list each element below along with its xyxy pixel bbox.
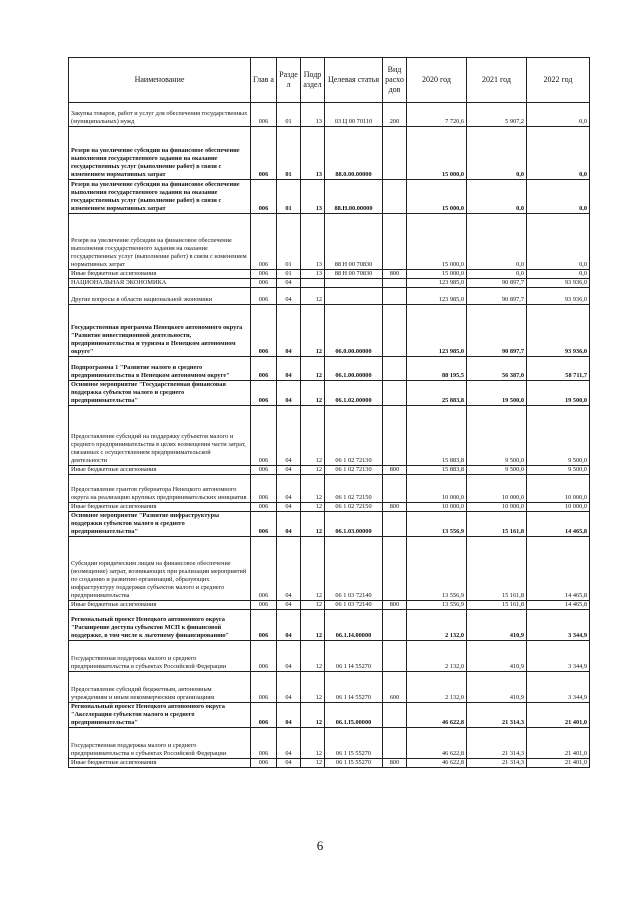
row-2022: 93 936,0 [527,279,590,288]
row-2020: 25 883,8 [407,381,467,406]
row-target: 06 1 02 72150 [325,475,383,503]
table-row [69,357,590,381]
row-2021: 9 500,0 [467,466,527,475]
row-name: Государственная программа Ненецкого автономного округа "Развитие инвестиционной деятельности, предпринимательства и туризма в Ненецком автономном округе" [69,305,251,357]
row-vid: 800 [383,759,407,768]
row-glava: 006 [251,610,277,641]
table-row [69,466,590,475]
table-row [69,103,590,127]
row-2020: 2 132,0 [407,672,467,703]
row-name: Региональный проект Ненецкого автономного округа "Расширение доступа субъектов МСП к финансовой поддержке, в том числе к льготному финансированию" [69,610,251,641]
row-2020: 13 556,9 [407,512,467,537]
table-row [69,601,590,610]
row-razdel: 04 [277,759,301,768]
row-2022: 0,0 [527,127,590,180]
row-razdel: 04 [277,305,301,357]
row-vid [383,406,407,466]
row-razdel: 04 [277,381,301,406]
row-glava: 006 [251,127,277,180]
table-row [69,610,590,641]
row-2021: 0,0 [467,270,527,279]
row-glava: 006 [251,279,277,288]
row-podrazdel: 12 [301,381,325,406]
row-name: Резерв на увеличение субсидии на финансовое обеспечение выполнения государственного задания на оказание государственных услуг (выполнение работ) в связи с изменением нормативных затрат [69,127,251,180]
row-name: Подпрограмма 1 "Развитие малого и среднего предпринимательства в Ненецком автономном округе" [69,357,251,381]
row-vid [383,279,407,288]
row-glava: 006 [251,759,277,768]
row-target: 88 Н 00 70830 [325,214,383,270]
row-glava: 006 [251,672,277,703]
row-2022: 19 500,0 [527,381,590,406]
row-name: Иные бюджетные ассигнования [69,601,251,610]
row-podrazdel: 12 [301,357,325,381]
row-name: Закупка товаров, работ и услуг для обеспечения государственных (муниципальных) нужд [69,103,251,127]
row-razdel: 04 [277,466,301,475]
row-2021: 410,9 [467,672,527,703]
row-2020: 46 622,8 [407,703,467,728]
row-razdel: 01 [277,270,301,279]
row-name: Государственная поддержка малого и среднего предпринимательства в субъектах Российской Федерации [69,641,251,672]
row-vid: 800 [383,503,407,512]
row-razdel: 04 [277,728,301,759]
row-podrazdel: 12 [301,288,325,305]
row-vid [383,357,407,381]
row-podrazdel: 12 [301,305,325,357]
table-row [69,512,590,537]
row-glava: 006 [251,512,277,537]
row-podrazdel: 12 [301,601,325,610]
row-razdel: 04 [277,288,301,305]
row-name: Иные бюджетные ассигнования [69,503,251,512]
row-podrazdel: 13 [301,214,325,270]
table-row [69,214,590,270]
row-2022: 93 936,0 [527,288,590,305]
table-row [69,381,590,406]
row-target: 06.0.00.00000 [325,305,383,357]
row-glava: 006 [251,214,277,270]
row-2020: 2 132,0 [407,641,467,672]
row-2020: 15 883,8 [407,466,467,475]
row-vid: 800 [383,466,407,475]
row-glava: 006 [251,641,277,672]
row-vid [383,127,407,180]
row-2022: 14 465,8 [527,601,590,610]
row-razdel: 04 [277,641,301,672]
row-2021: 0,0 [467,214,527,270]
row-razdel: 01 [277,103,301,127]
table-row [69,728,590,759]
row-2021: 5 907,2 [467,103,527,127]
table-row [69,305,590,357]
row-razdel: 01 [277,180,301,214]
row-podrazdel: 12 [301,759,325,768]
row-target: 06 1 02 72130 [325,466,383,475]
row-target: 06 1 02 72130 [325,406,383,466]
row-razdel: 04 [277,610,301,641]
row-glava: 006 [251,503,277,512]
row-2020: 13 556,9 [407,601,467,610]
row-target: 06.1.I5.00000 [325,703,383,728]
row-2020: 15 000,0 [407,127,467,180]
row-vid [383,305,407,357]
row-name: Предоставление грантов губернатора Ненецкого автономного округа на реализацию крупных предпринимательских инициатив [69,475,251,503]
row-name: Предоставление субсидий на поддержку субъектов малого и среднего предпринимательства в целях возмещения части затрат, связанных с осуществлением предпринимательской деятельности [69,406,251,466]
row-razdel: 04 [277,601,301,610]
row-name: Другие вопросы в области национальной экономики [69,288,251,305]
row-name: Иные бюджетные ассигнования [69,466,251,475]
row-2022: 9 500,0 [527,406,590,466]
row-2021: 15 161,8 [467,537,527,601]
table-row [69,279,590,288]
row-target: 06 1 I5 55270 [325,759,383,768]
row-2022: 3 344,9 [527,672,590,703]
row-podrazdel: 12 [301,475,325,503]
row-razdel: 01 [277,214,301,270]
row-podrazdel: 12 [301,512,325,537]
row-target: 88.0.00.00000 [325,127,383,180]
row-vid: 800 [383,270,407,279]
row-2021: 19 500,0 [467,381,527,406]
row-glava: 006 [251,475,277,503]
row-razdel: 04 [277,279,301,288]
row-name: Субсидии юридическим лицам на финансовое обеспечение (возмещение) затрат, возникающих при реализации мероприятий по созданию и развитию организаций, образующих инфраструктуру поддержки субъектов малого и среднего предпринимательства [69,537,251,601]
row-vid [383,641,407,672]
row-2020: 123 985,0 [407,279,467,288]
row-2020: 46 622,8 [407,759,467,768]
row-2021: 15 161,8 [467,601,527,610]
row-podrazdel: 12 [301,610,325,641]
row-vid [383,537,407,601]
row-target: 06.1.02.00000 [325,381,383,406]
row-podrazdel: 12 [301,641,325,672]
row-2021: 90 897,7 [467,288,527,305]
row-2020: 10 000,0 [407,475,467,503]
row-glava: 006 [251,381,277,406]
row-2022: 21 401,0 [527,728,590,759]
row-target: 06 1 I4 55270 [325,641,383,672]
budget-table [68,57,590,768]
row-2020: 15 883,8 [407,406,467,466]
header-name: Наименование [69,58,251,103]
row-2021: 0,0 [467,180,527,214]
row-glava: 006 [251,703,277,728]
row-2021: 9 500,0 [467,406,527,466]
row-vid [383,703,407,728]
table-row [69,641,590,672]
row-target [325,288,383,305]
row-2022: 14 465,8 [527,512,590,537]
row-podrazdel: 12 [301,466,325,475]
row-2020: 15 000,0 [407,270,467,279]
table-row [69,406,590,466]
row-vid [383,512,407,537]
row-target: 88 Н 00 70830 [325,270,383,279]
row-name: Иные бюджетные ассигнования [69,270,251,279]
row-glava: 006 [251,288,277,305]
row-glava: 006 [251,103,277,127]
row-glava: 006 [251,406,277,466]
row-vid [383,610,407,641]
table-row [69,180,590,214]
row-2020: 15 000,0 [407,180,467,214]
row-podrazdel: 12 [301,672,325,703]
page-number: 6 [316,838,324,853]
row-2020: 88 195,5 [407,357,467,381]
row-glava: 006 [251,357,277,381]
row-razdel: 04 [277,475,301,503]
row-glava: 006 [251,537,277,601]
row-2021: 410,9 [467,610,527,641]
row-2021: 410,9 [467,641,527,672]
row-vid: 600 [383,672,407,703]
row-name: Резерв на увеличение субсидии на финансовое обеспечение выполнения государственного задания на оказание государственных услуг (выполнение работ) в связи с изменением нормативных затрат [69,180,251,214]
header-target: Целевая статья [325,58,383,103]
row-name: Предоставление субсидий бюджетным, автономным учреждениям и иным некоммерческим организациям [69,672,251,703]
row-2021: 21 314,3 [467,759,527,768]
row-target: 06 1 02 72150 [325,503,383,512]
row-name: Резерв на увеличение субсидии на финансовое обеспечение выполнения государственного задания на оказание государственных услуг (выполнение работ) в связи с изменением нормативных затрат [69,214,251,270]
row-2022: 21 401,0 [527,759,590,768]
table-row [69,672,590,703]
row-target: 03 Ц 00 70110 [325,103,383,127]
row-2022: 0,0 [527,270,590,279]
header-razdel: Разде л [277,58,301,103]
row-2020: 2 132,0 [407,610,467,641]
header-glava: Глав а [251,58,277,103]
row-podrazdel: 12 [301,728,325,759]
row-podrazdel [301,279,325,288]
row-vid [383,288,407,305]
table-row [69,759,590,768]
row-vid [383,728,407,759]
row-razdel: 04 [277,503,301,512]
row-target: 06 1 03 72140 [325,601,383,610]
row-vid [383,381,407,406]
row-name: Региональный проект Ненецкого автономного округа "Акселерация субъектов малого и среднего предпринимательства" [69,703,251,728]
row-2022: 14 465,8 [527,537,590,601]
row-2020: 13 556,9 [407,537,467,601]
row-2020: 10 000,0 [407,503,467,512]
row-2022: 0,0 [527,214,590,270]
row-name: Государственная поддержка малого и среднего предпринимательства в субъектах Российской Федерации [69,728,251,759]
row-target: 06 1 I4 55270 [325,672,383,703]
row-podrazdel: 13 [301,103,325,127]
row-name: Основное мероприятие "Государственная финансовая поддержка субъектов малого и среднего предпринимательства" [69,381,251,406]
row-vid: 200 [383,103,407,127]
row-razdel: 04 [277,703,301,728]
row-razdel: 04 [277,512,301,537]
row-podrazdel: 13 [301,270,325,279]
row-vid [383,180,407,214]
row-2021: 0,0 [467,127,527,180]
row-podrazdel: 13 [301,127,325,180]
row-2021: 15 161,8 [467,512,527,537]
row-2021: 56 387,0 [467,357,527,381]
row-2022: 0,0 [527,103,590,127]
table-row [69,288,590,305]
row-razdel: 04 [277,406,301,466]
row-razdel: 04 [277,537,301,601]
row-target [325,279,383,288]
row-glava: 006 [251,180,277,214]
row-name: НАЦИОНАЛЬНАЯ ЭКОНОМИКА [69,279,251,288]
row-2022: 21 401,0 [527,703,590,728]
row-glava: 006 [251,601,277,610]
row-vid [383,475,407,503]
row-vid: 800 [383,601,407,610]
row-2020: 15 000,0 [407,214,467,270]
row-podrazdel: 12 [301,406,325,466]
header-vid: Вид расхо дов [383,58,407,103]
row-razdel: 01 [277,127,301,180]
row-2022: 10 000,0 [527,475,590,503]
row-2022: 10 000,0 [527,503,590,512]
row-2020: 123 985,0 [407,288,467,305]
row-target: 06 1 I5 55270 [325,728,383,759]
row-2022: 58 711,7 [527,357,590,381]
header-2022: 2022 год [527,58,590,103]
header-podrazdel: Подр аздел [301,58,325,103]
table-row [69,127,590,180]
row-target: 06.1.03.00000 [325,512,383,537]
row-podrazdel: 12 [301,703,325,728]
header-2021: 2021 год [467,58,527,103]
row-2022: 0,0 [527,180,590,214]
row-2020: 7 720,6 [407,103,467,127]
row-2021: 21 314,3 [467,728,527,759]
row-razdel: 04 [277,357,301,381]
row-vid [383,214,407,270]
row-target: 06.1.I4.00000 [325,610,383,641]
row-2021: 10 000,0 [467,475,527,503]
row-2022: 9 500,0 [527,466,590,475]
table-row [69,503,590,512]
row-2022: 93 936,0 [527,305,590,357]
row-glava: 006 [251,466,277,475]
table-row [69,270,590,279]
table-row [69,475,590,503]
row-2022: 3 344,9 [527,610,590,641]
header-2020: 2020 год [407,58,467,103]
row-razdel: 04 [277,672,301,703]
row-name: Иные бюджетные ассигнования [69,759,251,768]
row-2021: 10 000,0 [467,503,527,512]
row-glava: 006 [251,270,277,279]
row-podrazdel: 12 [301,537,325,601]
row-target: 06.1.00.00000 [325,357,383,381]
table-row [69,703,590,728]
row-2020: 46 622,8 [407,728,467,759]
row-target: 88.Н.00.00000 [325,180,383,214]
row-2022: 3 344,9 [527,641,590,672]
row-2021: 90 897,7 [467,305,527,357]
row-target: 06 1 03 72140 [325,537,383,601]
table-row [69,537,590,601]
row-name: Основное мероприятие "Развитие инфраструктуры поддержки субъектов малого и среднего предпринимательства" [69,512,251,537]
row-2021: 21 314,3 [467,703,527,728]
row-glava: 006 [251,305,277,357]
row-glava: 006 [251,728,277,759]
row-2020: 123 985,0 [407,305,467,357]
table-header-row [69,58,590,103]
row-2021: 90 897,7 [467,279,527,288]
row-podrazdel: 13 [301,180,325,214]
row-podrazdel: 12 [301,503,325,512]
